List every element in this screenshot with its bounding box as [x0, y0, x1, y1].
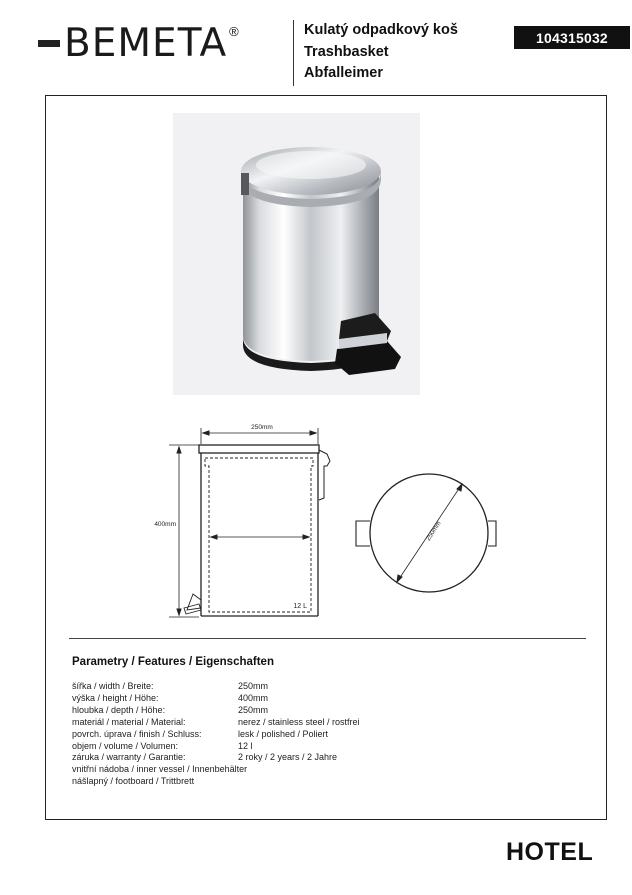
title-cz: Kulatý odpadkový koš: [304, 22, 458, 38]
logo-bar-mark: [38, 40, 60, 47]
feature-value: 400mm: [238, 692, 269, 703]
feature-row: [72, 681, 360, 693]
feature-value: 250mm: [238, 704, 269, 715]
feature-label: výška / height / Höhe:: [72, 692, 159, 703]
section-divider: [69, 638, 586, 639]
feature-label: hloubka / depth / Höhe:: [72, 704, 166, 715]
height-dimension-label: 400mm: [154, 521, 176, 528]
header-divider: [293, 20, 294, 86]
feature-label: povrch. úprava / finish / Schluss:: [72, 728, 202, 739]
product-code-badge: 104315032: [514, 26, 630, 49]
feature-label: objem / volume / Volumen:: [72, 740, 179, 751]
width-dimension-label: 250mm: [251, 424, 273, 431]
feature-row: [72, 776, 360, 788]
features-title: Parametry / Features / Eigenschaften: [72, 656, 274, 668]
feature-label: materiál / material / Material:: [72, 716, 186, 727]
feature-row: [72, 693, 360, 705]
feature-value: 250mm: [238, 681, 269, 691]
title-en: Trashbasket: [304, 43, 389, 60]
brand-name: BEMETA: [64, 20, 228, 66]
top-view-drawing: [346, 468, 506, 598]
product-sheet-frame: [45, 95, 607, 820]
product-photo: [173, 113, 420, 395]
brand-logo: [38, 22, 239, 64]
feature-value: lesk / polished / Poliert: [238, 728, 329, 739]
feature-value: 2 roky / 2 years / 2 Jahre: [238, 752, 338, 763]
registered-mark: ®: [229, 23, 239, 39]
category-label: HOTEL: [506, 838, 594, 866]
feature-row: [72, 717, 360, 729]
feature-value: 12 l: [238, 740, 253, 751]
feature-row: [72, 729, 360, 741]
trashbasket-photo-illustration: [173, 113, 420, 395]
side-view-drawing: [141, 418, 346, 623]
feature-label: šířka / width / Breite:: [72, 681, 154, 691]
product-titles: [304, 20, 458, 85]
feature-row: [72, 741, 360, 753]
title-de: Abfalleimer: [304, 65, 383, 81]
feature-value: nerez / stainless steel / rostfrei: [238, 716, 360, 727]
diameter-dimension-label: 250mm: [424, 520, 443, 543]
volume-label: 12 L: [293, 603, 307, 610]
feature-label: vnitřní nádoba / inner vessel / Innenbehälter: [72, 764, 248, 775]
feature-row: [72, 752, 360, 764]
feature-row: [72, 764, 360, 776]
features-list: [72, 681, 360, 788]
feature-label: nášlapný / footboard / Trittbrett: [72, 776, 195, 787]
feature-label: záruka / warranty / Garantie:: [72, 752, 186, 763]
feature-row: [72, 705, 360, 717]
